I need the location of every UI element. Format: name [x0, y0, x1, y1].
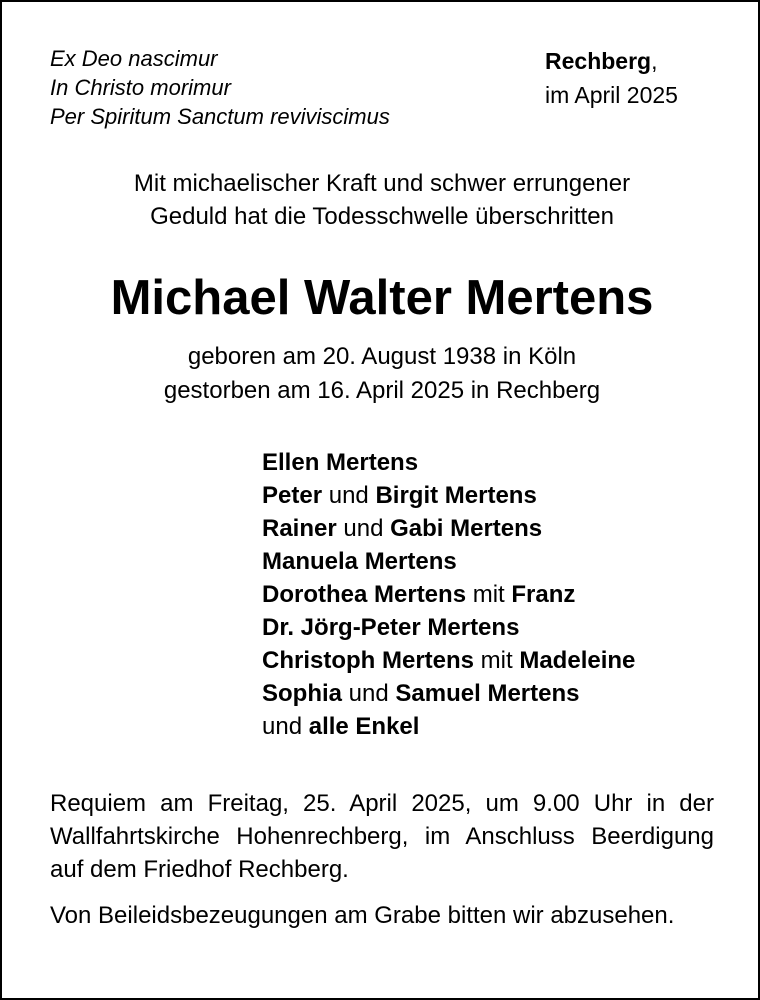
place-and-date [545, 44, 678, 112]
mourner-connector: und [262, 713, 309, 740]
latin-motto [50, 44, 390, 131]
mourner-row [262, 545, 635, 578]
mourner-connector: mit [474, 647, 520, 674]
mourner-name: Peter [262, 482, 323, 509]
birth-line: geboren am 20. August 1938 in Köln [187, 343, 577, 370]
mourner-name: Samuel Mertens [395, 680, 580, 707]
intro-line-2: Geduld hat die Todesschwelle überschritten [150, 203, 614, 230]
service-info: Requiem am Freitag, 25. April 2025, um 9.00 Uhr in der Wallfahrtskirche Hohenrechberg, im Anschluss Beerdigung auf dem Friedhof Rechberg. [50, 790, 714, 883]
motto-line-1: Ex Deo nascimur [50, 46, 218, 71]
mourner-name: Manuela Mertens [262, 548, 457, 575]
mourner-name: Sophia [262, 680, 343, 707]
mourner-connector: und [322, 482, 376, 509]
mourner-connector: und [342, 680, 396, 707]
mourner-name: Madeleine [519, 647, 636, 674]
mourner-name: Rainer [262, 515, 337, 542]
life-dates [2, 340, 760, 408]
mourner-row [262, 446, 635, 479]
deceased-name: Michael Walter Mertens [110, 271, 654, 325]
mourner-name: Ellen Mertens [262, 449, 419, 476]
mourner-connector: mit [466, 581, 512, 608]
mourner-name: Gabi Mertens [390, 515, 543, 542]
mourners-list [262, 446, 635, 743]
mourner-row [262, 677, 635, 710]
mourner-row [262, 644, 635, 677]
motto-line-3: Per Spiritum Sanctum reviviscimus [50, 104, 390, 129]
mourner-row [262, 578, 635, 611]
mourner-row [262, 512, 635, 545]
condolence-note: Von Beileidsbezeugungen am Grabe bitten wir abzusehen. [50, 902, 675, 929]
mourner-row [262, 710, 635, 743]
mourner-row [262, 479, 635, 512]
mourner-name: Dorothea Mertens [262, 581, 467, 608]
mourner-name: Franz [511, 581, 576, 608]
mourner-name: alle Enkel [308, 713, 420, 740]
mourner-name: Birgit Mertens [375, 482, 537, 509]
place-comma: , [651, 48, 658, 74]
mourner-connector: und [336, 515, 391, 542]
mourner-name: Christoph Mertens [262, 647, 475, 674]
intro-text [2, 167, 760, 233]
death-line: gestorben am 16. April 2025 in Rechberg [163, 377, 601, 404]
motto-line-2: In Christo morimur [50, 75, 231, 100]
mourner-row [262, 611, 635, 644]
place-date: im April 2025 [545, 82, 678, 108]
intro-line-1: Mit michaelischer Kraft und schwer errungener [133, 170, 631, 197]
place-town: Rechberg [545, 48, 652, 74]
mourner-name: Dr. Jörg-Peter Mertens [262, 614, 520, 641]
